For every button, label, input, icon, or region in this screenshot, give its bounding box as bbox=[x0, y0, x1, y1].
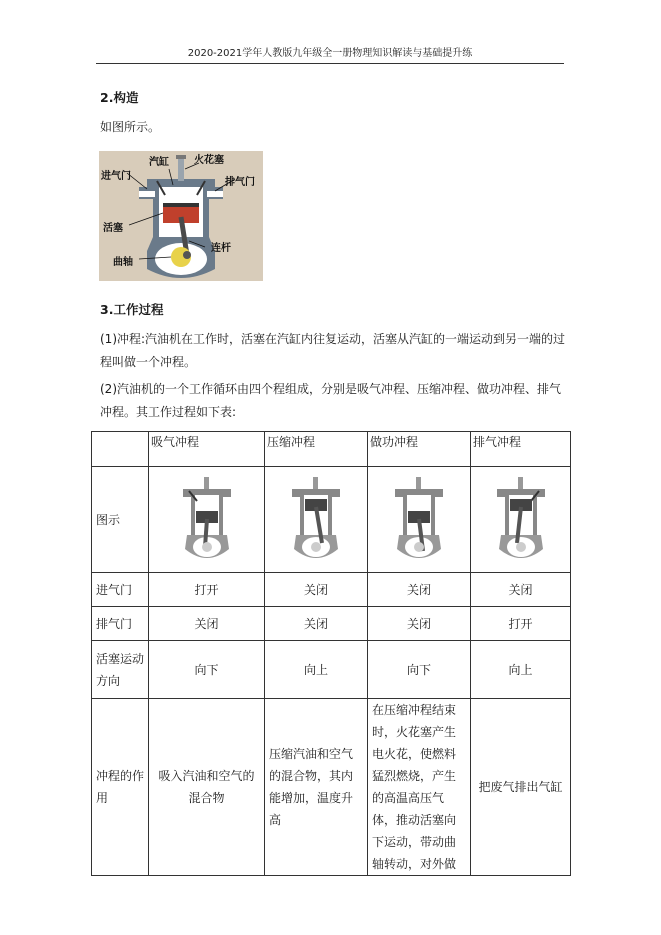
page-header: 2020-2021学年人教版九年级全一册物理知识解读与基础提升练 bbox=[96, 44, 564, 64]
table-cell: 关闭 bbox=[368, 573, 471, 607]
table-cell: 打开 bbox=[471, 607, 571, 641]
header-empty-cell bbox=[92, 432, 149, 467]
table-row-stroke-function bbox=[92, 699, 571, 876]
header-compression-stroke: 压缩冲程 bbox=[265, 432, 368, 467]
table-cell: 打开 bbox=[149, 573, 265, 607]
table-cell: 把废气排出气缸 bbox=[471, 699, 571, 876]
table-cell: 向上 bbox=[265, 641, 368, 699]
section-heading-structure: 2.构造 bbox=[100, 90, 139, 105]
row-label-exhaust-valve: 排气门 bbox=[92, 607, 149, 641]
label-exhaust-valve: 排气门 bbox=[225, 177, 255, 188]
label-cylinder: 汽缸 bbox=[149, 157, 169, 168]
intake-stroke-diagram bbox=[177, 477, 237, 563]
table-cell: 关闭 bbox=[368, 607, 471, 641]
row-label-stroke-function: 冲程的作用 bbox=[92, 699, 149, 876]
table-cell: 关闭 bbox=[149, 607, 265, 641]
table-cell: 向下 bbox=[368, 641, 471, 699]
table-header-row bbox=[92, 432, 571, 467]
table-row-exhaust-valve bbox=[92, 607, 571, 641]
table-cell: 关闭 bbox=[471, 573, 571, 607]
label-piston: 活塞 bbox=[103, 223, 123, 234]
stroke-table bbox=[91, 431, 571, 876]
power-stroke-diagram bbox=[389, 477, 449, 563]
structure-intro: 如图所示。 bbox=[100, 120, 161, 134]
process-para-2: (2)汽油机的一个工作循环由四个程组成，分别是吸气冲程、压缩冲程、做功冲程、排气冲程。其工作过程如下表: bbox=[100, 382, 562, 419]
diagram-cell-exhaust bbox=[471, 467, 571, 573]
diagram-cell-power bbox=[368, 467, 471, 573]
engine-structure-figure bbox=[99, 151, 263, 281]
table-cell: 压缩汽油和空气的混合物，其内能增加，温度升高 bbox=[265, 699, 368, 876]
row-label-diagram: 图示 bbox=[92, 467, 149, 573]
label-spark-plug: 火花塞 bbox=[194, 155, 224, 166]
compression-stroke-diagram bbox=[286, 477, 346, 563]
table-row-diagram bbox=[92, 467, 571, 573]
table-row-intake-valve bbox=[92, 573, 571, 607]
label-intake-valve: 进气门 bbox=[101, 171, 131, 182]
label-connecting-rod: 连杆 bbox=[211, 243, 231, 254]
row-label-piston-direction: 活塞运动方向 bbox=[92, 641, 149, 699]
table-cell: 向下 bbox=[149, 641, 265, 699]
section-heading-process: 3.工作过程 bbox=[100, 302, 164, 317]
row-label-intake-valve: 进气门 bbox=[92, 573, 149, 607]
table-cell: 关闭 bbox=[265, 607, 368, 641]
label-crankshaft: 曲轴 bbox=[113, 257, 133, 268]
header-power-stroke: 做功冲程 bbox=[368, 432, 471, 467]
table-row-piston-direction bbox=[92, 641, 571, 699]
diagram-cell-intake bbox=[149, 467, 265, 573]
table-cell: 关闭 bbox=[265, 573, 368, 607]
header-intake-stroke: 吸气冲程 bbox=[149, 432, 265, 467]
table-cell: 向上 bbox=[471, 641, 571, 699]
process-para-1: (1)冲程:汽油机在工作时，活塞在汽缸内往复运动，活塞从汽缸的一端运动到另一端的过程叫做一个冲程。 bbox=[100, 332, 566, 369]
table-cell: 在压缩冲程结束时，火花塞产生电火花，使燃料猛烈燃烧，产生的高温高压气体，推动活塞向下运动，带动曲轴转动，对外做 bbox=[368, 699, 471, 876]
table-cell: 吸入汽油和空气的混合物 bbox=[149, 699, 265, 876]
exhaust-stroke-diagram bbox=[491, 477, 551, 563]
header-exhaust-stroke: 排气冲程 bbox=[471, 432, 571, 467]
diagram-cell-compression bbox=[265, 467, 368, 573]
